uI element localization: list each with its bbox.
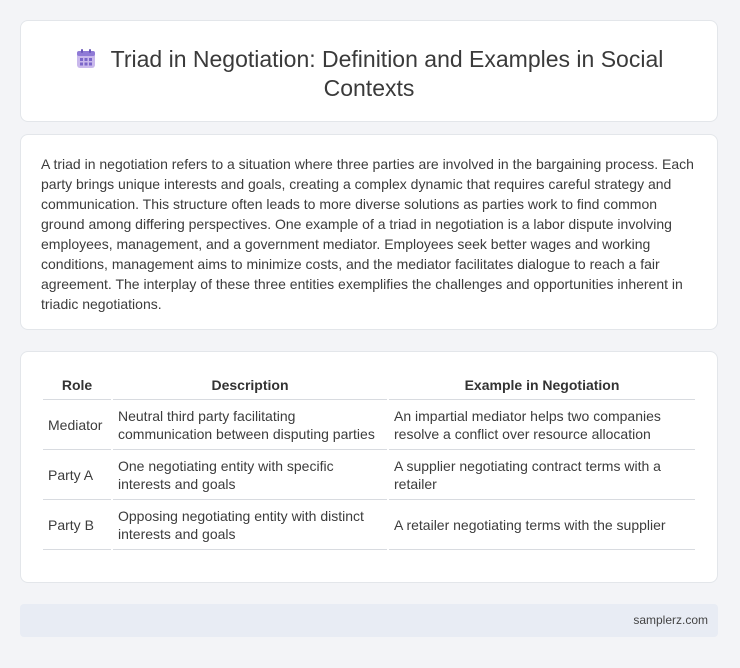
intro-paragraph: A triad in negotiation refers to a situation where three parties are involved in the bargaining process. Each party brings unique interests and goals, creating a complex dynamic that requires careful strategy and communication. This structure often leads to more diverse solutions as parties work to find common ground among differing perspectives. One example of a triad in negotiation is a labor dispute involving employees, management, and a government mediator. Employees seek better wages and working conditions, management aims to minimize costs, and the mediator facilitates dialogue to reach a fair agreement. The interplay of these three entities exemplifies the challenges and opportunities inherent in triadic negotiations. — [41, 156, 694, 312]
intro-card — [20, 134, 718, 330]
header-role: Role — [43, 372, 111, 400]
page-title — [49, 45, 689, 103]
table-row — [43, 402, 695, 450]
cell-example: A retailer negotiating terms with the supplier — [389, 502, 695, 550]
cell-description: Opposing negotiating entity with distinct interests and goals — [113, 502, 387, 550]
cell-example: A supplier negotiating contract terms with a retailer — [389, 452, 695, 500]
footer-site-link[interactable]: samplerz.com — [633, 613, 708, 627]
table-header-row — [43, 372, 695, 400]
table-row — [43, 502, 695, 550]
cell-description: One negotiating entity with specific interests and goals — [113, 452, 387, 500]
table-card — [20, 351, 718, 583]
table-row — [43, 452, 695, 500]
title-card — [20, 20, 718, 122]
title-text: Triad in Negotiation: Definition and Examples in Social Contexts — [110, 46, 664, 101]
calendar-icon — [75, 48, 97, 70]
cell-example: An impartial mediator helps two companies resolve a conflict over resource allocation — [389, 402, 695, 450]
header-description: Description — [113, 372, 387, 400]
footer — [20, 604, 718, 637]
header-example: Example in Negotiation — [389, 372, 695, 400]
cell-description: Neutral third party facilitating communication between disputing parties — [113, 402, 387, 450]
cell-role: Party B — [43, 502, 111, 550]
cell-role: Party A — [43, 452, 111, 500]
cell-role: Mediator — [43, 402, 111, 450]
roles-table — [41, 370, 697, 552]
